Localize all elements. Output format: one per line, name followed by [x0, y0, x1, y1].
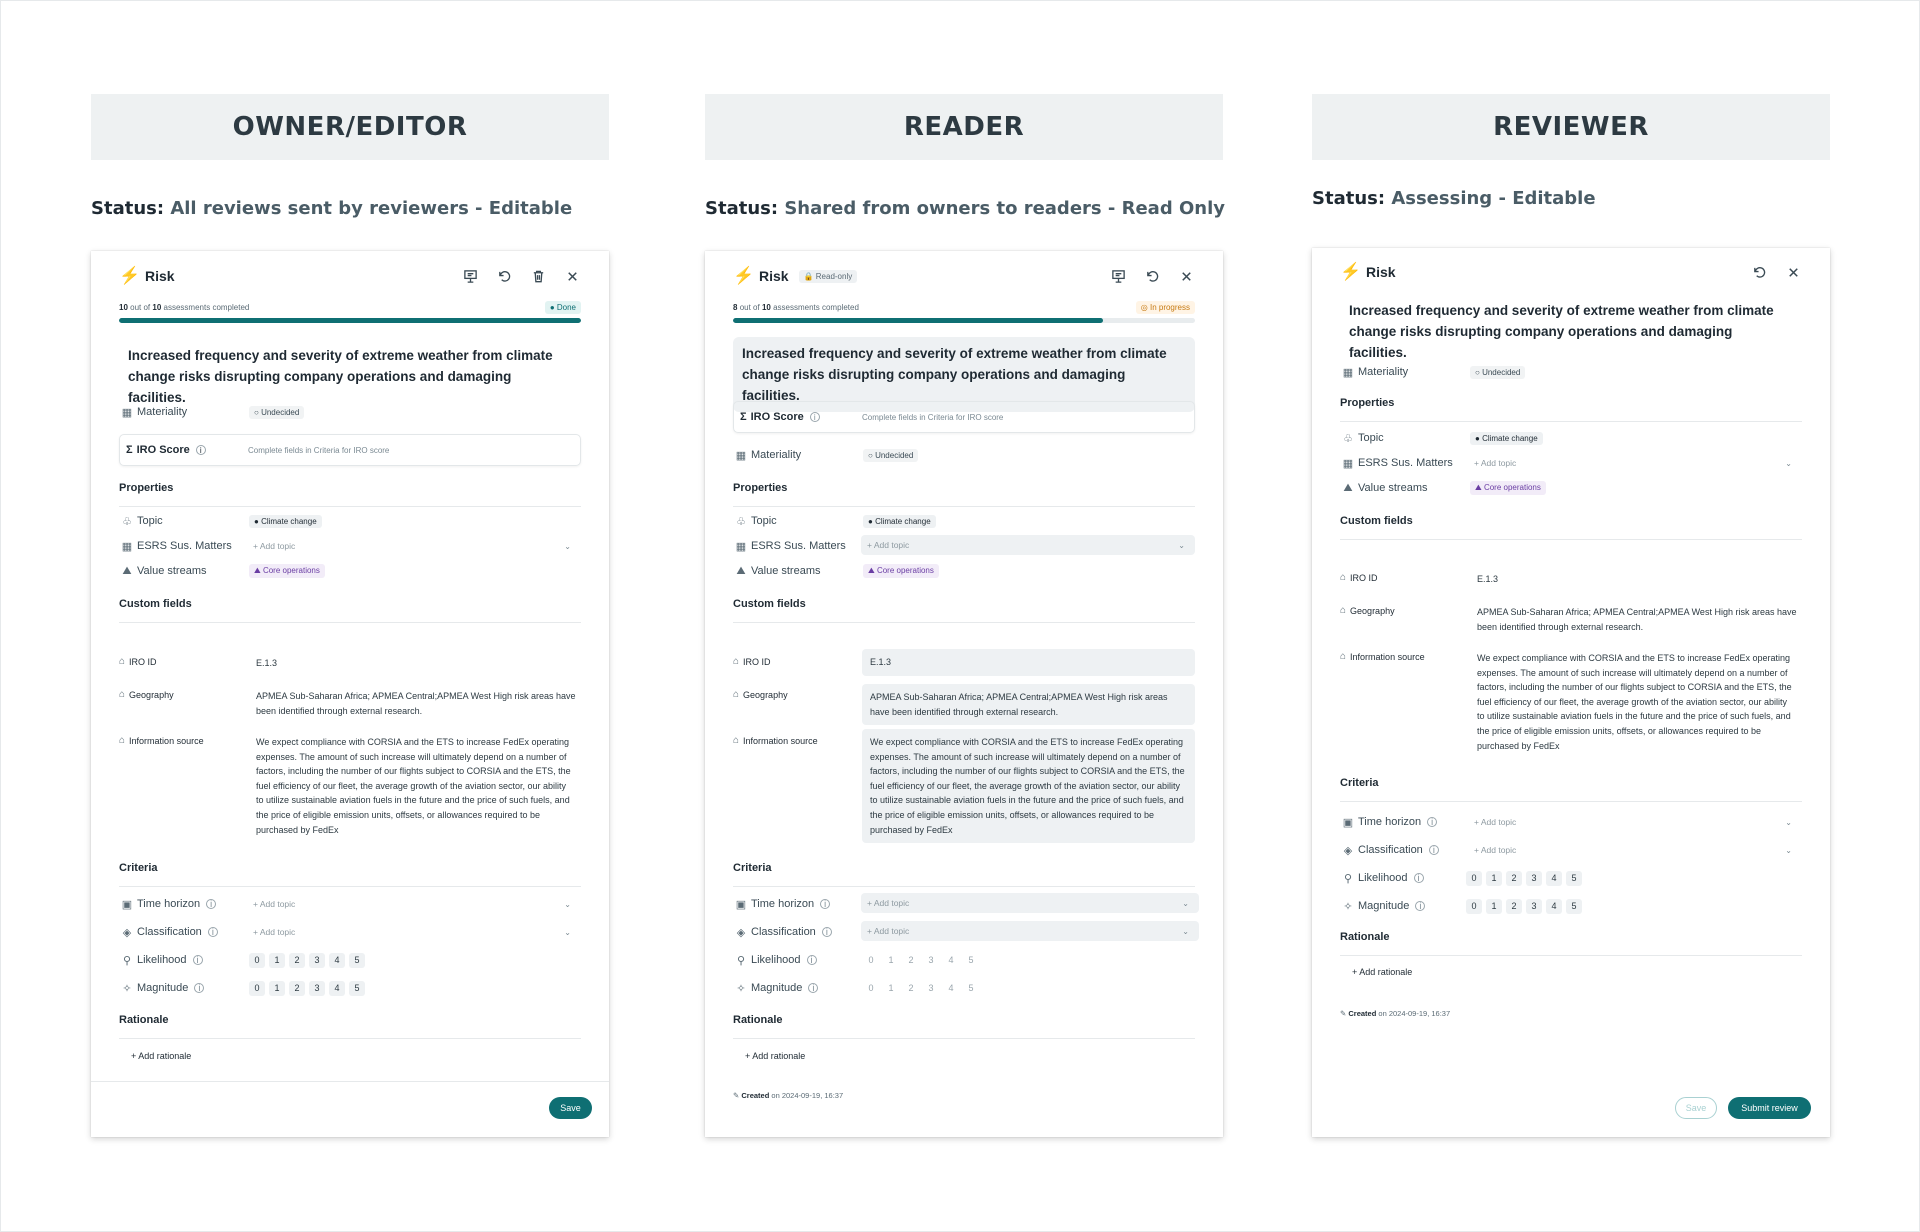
tag-icon: ⌂ — [733, 656, 740, 667]
progress-bar — [733, 318, 1195, 323]
properties-title: Properties — [119, 482, 581, 507]
scale-option[interactable]: 1 — [1486, 899, 1502, 914]
add-rationale-button[interactable]: + Add rationale — [745, 1051, 806, 1061]
rationale-title: Rationale — [1340, 931, 1802, 956]
stream-icon: ⛰ — [736, 564, 746, 577]
esrs-row — [1340, 453, 1802, 473]
risk-panel-reader — [705, 251, 1223, 1137]
close-icon[interactable] — [563, 267, 581, 285]
geography-value: APMEA Sub-Saharan Africa; APMEA Central;APMEA West High risk areas have been identified through external research. — [1477, 607, 1797, 632]
scale-option: 5 — [968, 983, 974, 993]
bolt-icon: ⚡ — [733, 266, 755, 285]
scale-option[interactable]: 2 — [289, 953, 305, 968]
classification-placeholder[interactable]: + Add topic — [253, 927, 296, 937]
info-icon[interactable]: i — [206, 899, 216, 909]
scale-option[interactable]: 4 — [1546, 899, 1562, 914]
materiality-row — [1340, 362, 1802, 382]
panel-title: Risk — [145, 268, 175, 284]
classification-label: Classification — [137, 926, 202, 938]
likelihood-label: Likelihood — [751, 954, 801, 966]
column-header-owner — [91, 94, 609, 160]
scale-option[interactable]: 4 — [1546, 871, 1562, 886]
risk-panel-owner — [91, 251, 609, 1137]
magnitude-scale — [249, 978, 365, 998]
chevron-down-icon: ⌄ — [1182, 926, 1189, 936]
scale-option[interactable]: 4 — [329, 981, 345, 996]
present-icon[interactable] — [1109, 267, 1127, 285]
close-icon[interactable] — [1784, 263, 1802, 281]
classification-icon: ◈ — [736, 926, 746, 939]
chevron-down-icon[interactable]: ⌄ — [1785, 817, 1792, 827]
esrs-label: ESRS Sus. Matters — [1358, 457, 1453, 469]
iro-score-label: IRO Score — [750, 411, 804, 423]
likelihood-scale — [1466, 868, 1582, 888]
iro-id-label: IRO ID — [129, 656, 157, 667]
time-horizon-placeholder: + Add topic — [867, 898, 910, 908]
chevron-down-icon[interactable]: ⌄ — [564, 541, 571, 551]
calendar-icon: ▣ — [735, 898, 747, 911]
time-horizon-placeholder[interactable]: + Add topic — [253, 899, 296, 909]
topic-chip: ● Climate change — [863, 515, 936, 528]
properties-title: Properties — [1340, 397, 1802, 422]
present-icon[interactable] — [461, 267, 479, 285]
sigma-icon: Σ — [126, 444, 133, 456]
topic-chip[interactable]: ● Climate change — [249, 515, 322, 528]
column-header-label: REVIEWER — [1493, 112, 1649, 142]
topic-chip[interactable]: ● Climate change — [1470, 432, 1543, 445]
value-streams-row — [119, 561, 581, 581]
criteria-title: Criteria — [1340, 777, 1802, 802]
scale-option: 2 — [908, 983, 914, 993]
iro-score-box — [119, 434, 581, 466]
undo-icon[interactable] — [495, 267, 513, 285]
value-streams-label: Value streams — [137, 565, 207, 577]
chevron-down-icon[interactable]: ⌄ — [1785, 845, 1792, 855]
information-source-field — [733, 729, 1195, 845]
scale-option: 1 — [888, 983, 894, 993]
scale-option[interactable]: 3 — [1526, 899, 1542, 914]
scale-option[interactable]: 0 — [1466, 871, 1482, 886]
geography-value: APMEA Sub-Saharan Africa; APMEA Central;APMEA West High risk areas have been identified through external research. — [862, 684, 1195, 725]
progress-fill — [119, 318, 581, 323]
scale-option[interactable]: 0 — [249, 953, 265, 968]
topic-icon: ♧ — [122, 515, 132, 528]
classification-select — [861, 921, 1199, 941]
value-streams-label: Value streams — [1358, 482, 1428, 494]
close-icon[interactable] — [1177, 267, 1195, 285]
value-streams-row — [1340, 478, 1802, 498]
geography-field — [119, 689, 581, 719]
tag-icon: ⌂ — [733, 735, 740, 746]
time-horizon-label: Time horizon — [137, 898, 201, 910]
properties-title: Properties — [733, 482, 1195, 507]
chevron-down-icon: ⌄ — [1182, 898, 1189, 908]
column-header-label: READER — [903, 112, 1025, 142]
information-source-label: Information source — [129, 735, 204, 746]
grid-icon: ▦ — [735, 449, 747, 462]
iro-id-field — [1340, 572, 1802, 588]
likelihood-row — [1340, 868, 1802, 888]
info-icon[interactable]: i — [808, 983, 818, 993]
time-horizon-row — [1340, 812, 1802, 832]
scale-option[interactable]: 1 — [1486, 871, 1502, 886]
information-source-field — [1340, 651, 1802, 751]
scale-option[interactable]: 1 — [269, 981, 285, 996]
info-icon[interactable]: i — [208, 927, 218, 937]
chevron-down-icon[interactable]: ⌄ — [564, 899, 571, 909]
magnitude-row — [119, 978, 581, 998]
status-value: Shared from owners to readers - Read Only — [784, 198, 1226, 219]
info-icon[interactable]: i — [194, 983, 204, 993]
info-icon[interactable]: i — [193, 955, 203, 965]
info-icon[interactable]: i — [810, 412, 820, 422]
topic-icon: ♧ — [736, 515, 746, 528]
rationale-title: Rationale — [733, 1014, 1195, 1039]
column-header-reader — [705, 94, 1223, 160]
esrs-select — [861, 535, 1195, 555]
classification-label: Classification — [1358, 844, 1423, 856]
magnitude-label: Magnitude — [1358, 900, 1410, 912]
info-icon[interactable]: i — [1415, 901, 1425, 911]
submit-review-button[interactable]: Submit review — [1728, 1097, 1811, 1119]
materiality-chip[interactable]: ○ Undecided — [249, 406, 304, 419]
grid-icon: ▦ — [121, 540, 133, 553]
topic-label: Topic — [751, 515, 777, 527]
information-source-label: Information source — [743, 735, 818, 746]
iro-score-box — [733, 401, 1195, 433]
scale-option: 5 — [968, 955, 974, 965]
risk-panel-reviewer — [1312, 248, 1830, 1137]
classification-placeholder: + Add topic — [867, 926, 910, 936]
grid-icon: ▦ — [121, 406, 133, 419]
status-line-reviewer — [1312, 188, 1872, 209]
scale-option: 0 — [868, 955, 874, 965]
value-streams-label: Value streams — [751, 565, 821, 577]
iro-id-value[interactable]: E.1.3 — [256, 658, 278, 668]
info-icon[interactable]: i — [820, 899, 830, 909]
information-source-label: Information source — [1350, 651, 1425, 662]
likelihood-label: Likelihood — [137, 954, 187, 966]
iro-id-field — [733, 649, 1195, 679]
link-icon: ⚲ — [1343, 872, 1353, 885]
time-horizon-label: Time horizon — [1358, 816, 1422, 828]
scale-option[interactable]: 3 — [309, 953, 325, 968]
iro-id-value: E.1.3 — [1477, 574, 1499, 584]
tag-icon: ⌂ — [1340, 605, 1347, 616]
link-icon: ⚲ — [736, 954, 746, 967]
classification-icon: ◈ — [122, 926, 132, 939]
magnitude-icon: ✧ — [122, 982, 132, 995]
likelihood-scale — [249, 950, 365, 970]
scale-option[interactable]: 5 — [1566, 899, 1582, 914]
materiality-row — [733, 445, 1195, 465]
status-label: Status: — [705, 198, 779, 219]
tag-icon: ⌂ — [119, 689, 126, 700]
status-badge: ● Done — [545, 301, 581, 314]
scale-option[interactable]: 4 — [329, 953, 345, 968]
geography-value[interactable]: APMEA Sub-Saharan Africa; APMEA Central;APMEA West High risk areas have been identified through external research. — [256, 691, 576, 716]
link-icon: ⚲ — [122, 954, 132, 967]
progress-bar — [119, 318, 581, 323]
iro-id-label: IRO ID — [1350, 572, 1378, 583]
bolt-icon: ⚡ — [119, 266, 141, 285]
esrs-placeholder[interactable]: + Add topic — [253, 541, 296, 551]
classification-placeholder[interactable]: + Add topic — [1474, 845, 1517, 855]
scale-option[interactable]: 1 — [269, 953, 285, 968]
chevron-down-icon[interactable]: ⌄ — [564, 927, 571, 937]
esrs-row — [119, 536, 581, 556]
stream-icon: ⛰ — [1343, 481, 1353, 494]
tag-icon: ⌂ — [733, 689, 740, 700]
panel-header — [1340, 262, 1802, 282]
esrs-label: ESRS Sus. Matters — [137, 540, 232, 552]
likelihood-row — [119, 950, 581, 970]
tag-icon: ⌂ — [119, 656, 126, 667]
magnitude-icon: ✧ — [736, 982, 746, 995]
add-rationale-button[interactable]: + Add rationale — [131, 1051, 192, 1061]
materiality-label: Materiality — [751, 449, 802, 461]
geography-label: Geography — [743, 689, 788, 700]
chevron-down-icon[interactable]: ⌄ — [1785, 458, 1792, 468]
topic-icon: ♧ — [1343, 432, 1353, 445]
scale-option: 1 — [888, 955, 894, 965]
criteria-title: Criteria — [119, 862, 581, 887]
time-horizon-row — [119, 894, 581, 914]
grid-icon: ▦ — [1342, 366, 1354, 379]
magnitude-scale — [1466, 896, 1582, 916]
custom-fields-title: Custom fields — [733, 598, 1195, 623]
classification-row — [119, 922, 581, 942]
scale-option[interactable]: 5 — [349, 953, 365, 968]
status-line-owner — [91, 198, 651, 219]
undo-icon[interactable] — [1143, 267, 1161, 285]
information-source-value: We expect compliance with CORSIA and the ETS to increase FedEx operating expenses. The amount of such increase will ultimately depend on a number of factors, including the number of our flights subject to CORSIA and the ETS, the fuel efficiency of our fleet, the average growth of the aviation sector, our ability to utilize sustainable aviation fuels in the future and the price of such fuels, and the price of eligible emission units, offsets, or allowances required to be purchased by FedEx — [862, 729, 1195, 843]
classification-row — [733, 922, 1195, 942]
progress-fill — [733, 318, 1103, 323]
save-button[interactable]: Save — [1675, 1097, 1717, 1119]
scale-option: 3 — [928, 955, 934, 965]
iro-id-value: E.1.3 — [862, 649, 1195, 676]
info-icon[interactable]: i — [822, 927, 832, 937]
magnitude-row — [1340, 896, 1802, 916]
scale-option: 4 — [948, 955, 954, 965]
iro-id-label: IRO ID — [743, 656, 771, 667]
undo-icon[interactable] — [1750, 263, 1768, 281]
iro-score-hint: Complete fields in Criteria for IRO score — [248, 445, 390, 455]
grid-icon: ▦ — [1342, 457, 1354, 470]
magnitude-label: Magnitude — [751, 982, 803, 994]
topic-label: Topic — [1358, 432, 1384, 444]
chevron-down-icon: ⌄ — [1178, 540, 1185, 550]
esrs-placeholder: + Add topic — [867, 540, 910, 550]
custom-fields-title: Custom fields — [1340, 515, 1802, 540]
likelihood-scale — [863, 950, 979, 970]
esrs-placeholder[interactable]: + Add topic — [1474, 458, 1517, 468]
calendar-icon: ▣ — [1342, 816, 1354, 829]
panel-header — [119, 266, 581, 286]
magnitude-icon: ✧ — [1343, 900, 1353, 913]
scale-option[interactable]: 3 — [309, 981, 325, 996]
topic-row — [1340, 428, 1802, 448]
calendar-icon: ▣ — [121, 898, 133, 911]
info-icon[interactable]: i — [1414, 873, 1424, 883]
tag-icon: ⌂ — [1340, 572, 1347, 583]
information-source-field — [119, 735, 581, 835]
classification-row — [1340, 840, 1802, 860]
info-icon[interactable]: i — [1429, 845, 1439, 855]
status-label: Status: — [1312, 188, 1386, 209]
likelihood-label: Likelihood — [1358, 872, 1408, 884]
materiality-row — [119, 402, 581, 422]
criteria-title: Criteria — [733, 862, 1195, 887]
value-streams-row — [733, 561, 1195, 581]
scale-option[interactable]: 2 — [1506, 899, 1522, 914]
scale-option[interactable]: 2 — [1506, 871, 1522, 886]
trash-icon[interactable] — [529, 267, 547, 285]
magnitude-scale — [863, 978, 979, 998]
status-value: All reviews sent by reviewers - Editable — [170, 198, 573, 219]
iro-score-hint: Complete fields in Criteria for IRO score — [862, 412, 1004, 422]
scale-option[interactable]: 5 — [349, 981, 365, 996]
risk-description[interactable]: Increased frequency and severity of extreme weather from climate change risks disrupting company operations and damaging facilities. — [128, 348, 553, 405]
info-icon[interactable]: i — [196, 445, 206, 455]
scale-option: 3 — [928, 983, 934, 993]
stream-icon: ⛰ — [122, 564, 132, 577]
information-source-value: We expect compliance with CORSIA and the ETS to increase FedEx operating expenses. The amount of such increase will ultimately depend on a number of factors, including the number of our flights subject to CORSIA and the ETS, the fuel efficiency of our fleet, the average growth of the aviation sector, our ability to utilize sustainable aviation fuels in the future and the price of such fuels, and the price of eligible emission units, offsets, or allowances required to be purchased by FedEx — [1477, 653, 1792, 751]
created-info: ✎ Created on 2024-09-19, 16:37 — [733, 1091, 844, 1100]
magnitude-label: Magnitude — [137, 982, 189, 994]
time-horizon-label: Time horizon — [751, 898, 815, 910]
time-horizon-row — [733, 894, 1195, 914]
panel-header — [733, 266, 1195, 286]
add-rationale-button[interactable]: + Add rationale — [1352, 967, 1413, 977]
custom-fields-title: Custom fields — [119, 598, 581, 623]
footer-divider — [91, 1081, 609, 1082]
panel-title: Risk — [759, 268, 789, 284]
iro-id-field — [119, 656, 581, 672]
time-horizon-select — [861, 893, 1199, 913]
scale-option[interactable]: 0 — [1466, 899, 1482, 914]
column-header-label: OWNER/EDITOR — [232, 112, 468, 142]
materiality-chip: ○ Undecided — [863, 449, 918, 462]
status-line-reader — [705, 198, 1265, 219]
panel-title: Risk — [1366, 264, 1396, 280]
info-icon[interactable]: i — [1427, 817, 1437, 827]
geography-label: Geography — [129, 689, 174, 700]
materiality-label: Materiality — [137, 406, 188, 418]
classification-icon: ◈ — [1343, 844, 1353, 857]
status-label: Status: — [91, 198, 165, 219]
scale-option: 0 — [868, 983, 874, 993]
scale-option[interactable]: 2 — [289, 981, 305, 996]
topic-label: Topic — [137, 515, 163, 527]
tag-icon: ⌂ — [119, 735, 126, 746]
rationale-title: Rationale — [119, 1014, 581, 1039]
iro-score-label: IRO Score — [136, 444, 190, 456]
materiality-chip[interactable]: ○ Undecided — [1470, 366, 1525, 379]
bolt-icon: ⚡ — [1340, 262, 1362, 281]
scale-option: 2 — [908, 955, 914, 965]
tag-icon: ⌂ — [1340, 651, 1347, 662]
read-only-badge: 🔒 Read-only — [799, 270, 858, 283]
information-source-value[interactable]: We expect compliance with CORSIA and the ETS to increase FedEx operating expenses. The amount of such increase will ultimately depend on a number of factors, including the number of our flights subject to CORSIA and the ETS, the fuel efficiency of our fleet, the average growth of the aviation sector, our ability to utilize sustainable aviation fuels in the future and the price of such fuels, and the price of eligible emission units, offsets, or allowances required to be purchased by FedEx — [256, 737, 571, 835]
materiality-label: Materiality — [1358, 366, 1409, 378]
progress-text: 10 out of 10 assessments completed — [119, 303, 250, 312]
classification-label: Classification — [751, 926, 816, 938]
scale-option[interactable]: 5 — [1566, 871, 1582, 886]
magnitude-row — [733, 978, 1195, 998]
value-stream-chip[interactable]: ⛰ Core operations — [1470, 481, 1546, 495]
status-value: Assessing - Editable — [1391, 188, 1596, 209]
column-header-reviewer — [1312, 94, 1830, 160]
geography-field — [1340, 605, 1802, 635]
esrs-label: ESRS Sus. Matters — [751, 540, 846, 552]
geography-label: Geography — [1350, 605, 1395, 616]
status-badge: ◎ In progress — [1136, 301, 1195, 314]
info-icon[interactable]: i — [807, 955, 817, 965]
value-stream-chip[interactable]: ⛰ Core operations — [249, 564, 325, 578]
scale-option[interactable]: 0 — [249, 981, 265, 996]
grid-icon: ▦ — [735, 540, 747, 553]
time-horizon-placeholder[interactable]: + Add topic — [1474, 817, 1517, 827]
scale-option: 4 — [948, 983, 954, 993]
risk-description: Increased frequency and severity of extreme weather from climate change risks disrupting company operations and damaging facilities. — [733, 337, 1195, 412]
created-info: ✎ Created on 2024-09-19, 16:37 — [1340, 1009, 1451, 1018]
topic-row — [733, 511, 1195, 531]
value-stream-chip: ⛰ Core operations — [863, 564, 939, 578]
esrs-row — [733, 536, 1195, 556]
topic-row — [119, 511, 581, 531]
sigma-icon: Σ — [740, 411, 747, 423]
progress-text: 8 out of 10 assessments completed — [733, 303, 859, 312]
likelihood-row — [733, 950, 1195, 970]
scale-option[interactable]: 3 — [1526, 871, 1542, 886]
save-button[interactable]: Save — [549, 1097, 592, 1119]
geography-field — [733, 684, 1195, 726]
risk-description: Increased frequency and severity of extreme weather from climate change risks disrupting company operations and damaging facilities. — [1349, 303, 1774, 360]
